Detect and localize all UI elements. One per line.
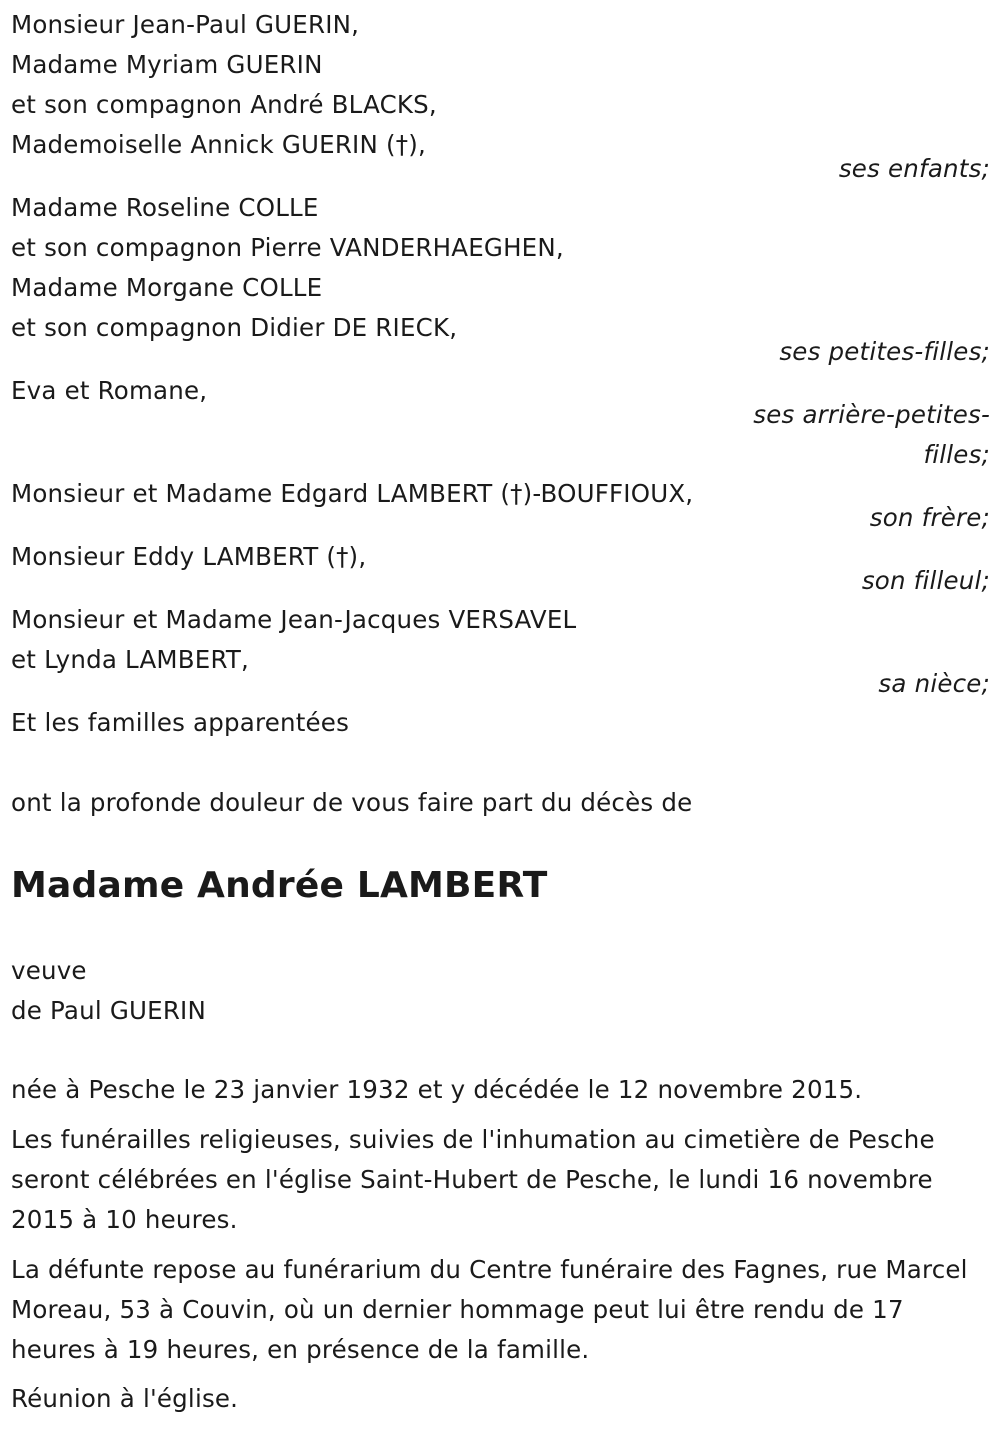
- family-line: Eva et Romane,: [11, 376, 208, 405]
- family-line: et Lynda LAMBERT,: [11, 645, 250, 674]
- funerarium-paragraph: La défunte repose au funérarium du Centre funéraire des Fagnes, rue Marcel Moreau, 53 à Couvin, où un dernier hommage peut lui être rendu de 17 heures à 19 heures, en présence de la famille.: [11, 1255, 968, 1364]
- relation-label-children: ses enfants;: [838, 154, 990, 183]
- family-line: Monsieur et Madame Jean-Jacques VERSAVEL: [11, 605, 577, 634]
- announcement-line: ont la profonde douleur de vous faire part du décès de: [11, 788, 693, 817]
- relation-label-granddaughters: ses petites-filles;: [779, 337, 990, 366]
- family-line: et son compagnon Pierre VANDERHAEGHEN,: [11, 233, 564, 262]
- family-line: Monsieur Eddy LAMBERT (†),: [11, 542, 367, 571]
- relation-label-great-granddaughters: ses arrière-petites-: [753, 400, 990, 429]
- family-line: Monsieur Jean-Paul GUERIN,: [11, 10, 360, 39]
- funeral-paragraph: Les funérailles religieuses, suivies de l'inhumation au cimetière de Pesche seront célébrées en l'église Saint-Hubert de Pesche, le lundi 16 novembre 2015 à 10 heures.: [11, 1125, 935, 1234]
- relation-label-brother: son frère;: [869, 503, 990, 532]
- widow-line: veuve: [11, 956, 87, 985]
- relation-label-great-granddaughters-cont: filles;: [923, 440, 990, 469]
- relation-label-niece: sa nièce;: [878, 669, 990, 698]
- family-line: Madame Roseline COLLE: [11, 193, 319, 222]
- family-line: Madame Myriam GUERIN: [11, 50, 323, 79]
- family-line: et son compagnon Didier DE RIECK,: [11, 313, 458, 342]
- family-line: Madame Morgane COLLE: [11, 273, 323, 302]
- family-line: Mademoiselle Annick GUERIN (†),: [11, 130, 426, 159]
- meeting-paragraph: Réunion à l'église.: [11, 1384, 239, 1413]
- family-line: Monsieur et Madame Edgard LAMBERT (†)-BOUFFIOUX,: [11, 479, 694, 508]
- relation-label-godson: son filleul;: [861, 566, 990, 595]
- widow-line: de Paul GUERIN: [11, 996, 206, 1025]
- birth-death-paragraph: née à Pesche le 23 janvier 1932 et y décédée le 12 novembre 2015.: [11, 1075, 863, 1104]
- family-line: et son compagnon André BLACKS,: [11, 90, 437, 119]
- related-families-line: Et les familles apparentées: [11, 708, 350, 737]
- deceased-name: Madame Andrée LAMBERT: [11, 865, 548, 906]
